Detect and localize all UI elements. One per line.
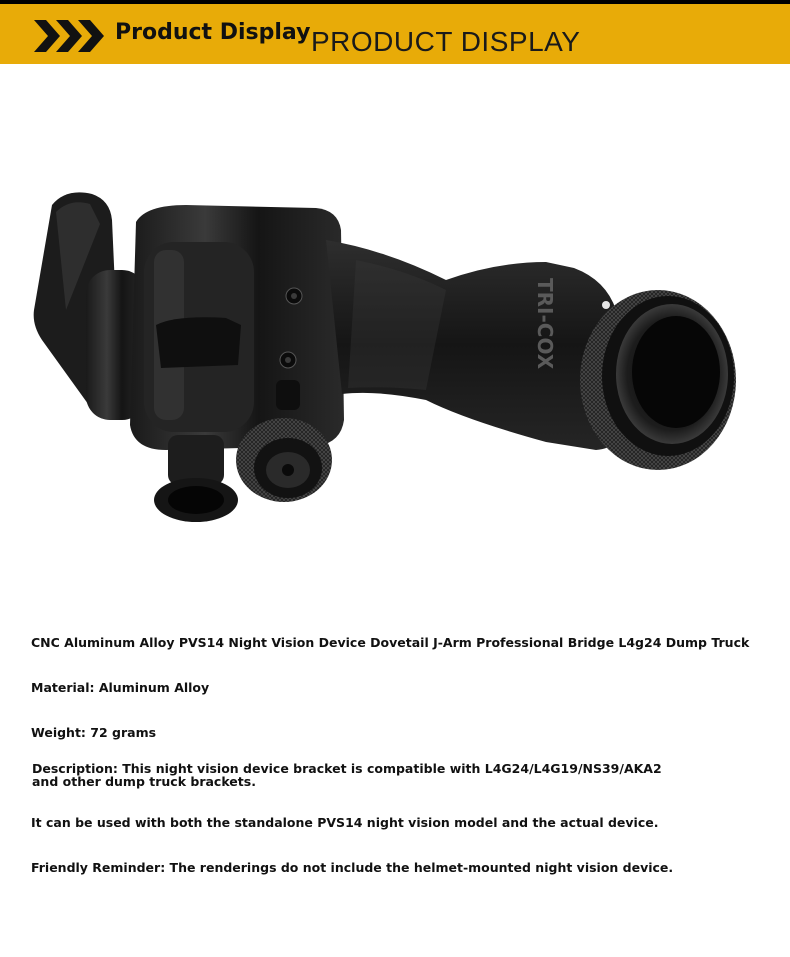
section-header-banner — [0, 4, 790, 64]
product-image-night-vision-j-arm — [26, 150, 756, 540]
product-description: Description: This night vision device bracket is compatible with L4G24/L4G19/NS39/AKA2 and other dump truck brackets. — [32, 761, 662, 789]
friendly-reminder: Friendly Reminder: The renderings do not include the helmet-mounted night vision device. — [31, 860, 674, 875]
triple-chevron-right-icon — [34, 16, 104, 56]
product-material: Material: Aluminum Alloy — [31, 680, 210, 695]
engraved-brand-text: TRI-COX — [533, 278, 557, 370]
product-name: CNC Aluminum Alloy PVS14 Night Vision Device Dovetail J-Arm Professional Bridge L4g24 Dump Truck — [31, 635, 750, 650]
section-title: Product Display — [115, 20, 311, 45]
product-usage-note: It can be used with both the standalone PVS14 night vision model and the actual device. — [31, 815, 659, 830]
section-title-caps: PRODUCT DISPLAY — [311, 26, 581, 57]
product-weight: Weight: 72 grams — [31, 725, 157, 740]
